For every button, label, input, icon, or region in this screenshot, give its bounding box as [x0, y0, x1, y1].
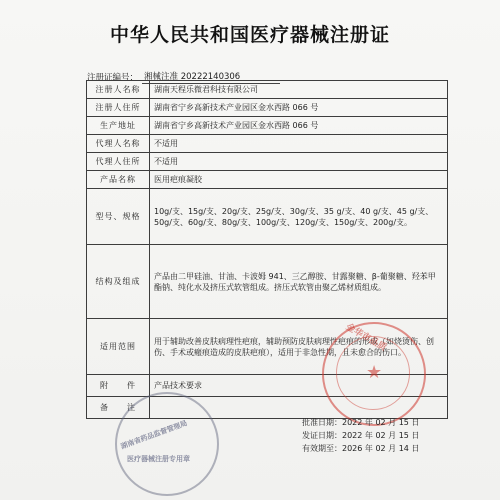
row-agent-name [87, 135, 448, 153]
row-attachment [87, 375, 448, 397]
registrant-name-label: 注册人名称 [87, 81, 150, 99]
model-spec-label: 型号、规格 [87, 189, 150, 245]
product-name-value: 医用疤痕凝胶 [150, 171, 448, 189]
attachment-value: 产品技术要求 [150, 375, 448, 397]
remarks-label: 备 注 [87, 397, 150, 419]
composition-value: 产品由二甲硅油、甘油、卡波姆 941、三乙醇胺、甘露聚糖、β-葡聚糖、羟苯甲酯钠、纯化水及挤压式软管组成。挤压式软管由聚乙烯材质组成。 [150, 245, 448, 319]
registrant-name-value: 湖南天程乐微君科技有限公司 [150, 81, 448, 99]
model-spec-value: 10g/支、15g/支、20g/支、25g/支、30g/支、35 g/支、40 g/支、45 g/支、50g/支、60g/支、80g/支、100g/支、120g/支、150g/支、200g/支。 [150, 189, 448, 245]
row-intended-use [87, 319, 448, 375]
attachment-label: 附 件 [87, 375, 150, 397]
intended-use-label: 适用范围 [87, 319, 150, 375]
expiry-date: 有效期至：2026 年 02 月 14 日 [302, 444, 420, 453]
gray-seal-subtext: 医疗器械注册专用章 [127, 455, 190, 463]
row-production-address [87, 117, 448, 135]
row-model-spec [87, 189, 448, 245]
issue-date: 发证日期：2022 年 02 月 15 日 [302, 431, 420, 440]
agent-address-label: 代理人住所 [87, 153, 150, 171]
agent-address-value: 不适用 [150, 153, 448, 171]
production-address-value: 湖南省宁乡高新技术产业园区金水西路 066 号 [150, 117, 448, 135]
red-seal-text: 金华市品质 [343, 322, 388, 354]
composition-label: 结构及组成 [87, 245, 150, 319]
approval-date: 批准日期：2022 年 02 月 15 日 [302, 418, 420, 427]
registration-number-value: 湘械注准 20222140306 [142, 70, 280, 84]
gray-official-seal [115, 392, 219, 496]
certificate-table [86, 80, 448, 419]
row-agent-address [87, 153, 448, 171]
intended-use-value: 用于辅助改善皮肤病理性疤痕，辅助预防皮肤病理性疤痕的形成（如烧烫伤、创伤、手术或瘢痕造成的皮肤疤痕），适用于非急性期，且未愈合的伤口。 [150, 319, 448, 375]
registrant-address-label: 注册人住所 [87, 99, 150, 117]
gray-seal-text: 湖南省药品监督管理局 [119, 419, 189, 451]
agent-name-value: 不适用 [150, 135, 448, 153]
row-registrant-name [87, 81, 448, 99]
row-product-name [87, 171, 448, 189]
row-composition [87, 245, 448, 319]
red-seal-star-icon: ★ [366, 362, 383, 383]
production-address-label: 生产地址 [87, 117, 150, 135]
registrant-address-value: 湖南省宁乡高新技术产业园区金水西路 066 号 [150, 99, 448, 117]
row-registrant-address [87, 99, 448, 117]
product-name-label: 产品名称 [87, 171, 150, 189]
registration-number-label: 注册证编号： [87, 73, 139, 83]
agent-name-label: 代理人名称 [87, 135, 150, 153]
certificate-title: 中华人民共和国医疗器械注册证 [109, 24, 390, 46]
